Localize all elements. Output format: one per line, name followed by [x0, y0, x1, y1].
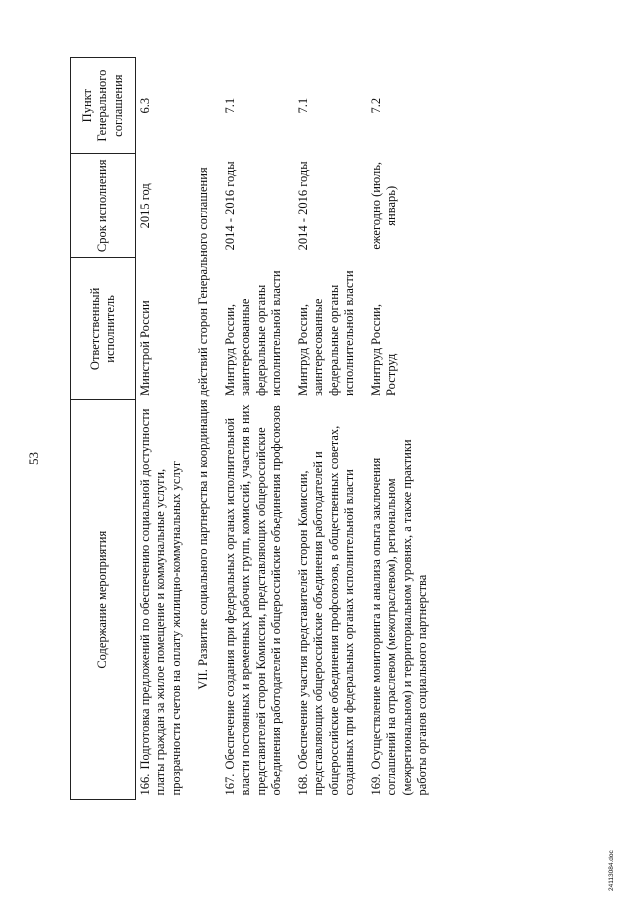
row-term: ежегодно (июль, январь)	[369, 161, 399, 250]
row-content-cell	[294, 400, 367, 800]
row-number: 169.	[369, 773, 383, 796]
table-header-row	[71, 58, 136, 800]
row-number: 168.	[296, 773, 310, 796]
row-content: Обеспечение участия представителей сторон Комиссии, представляющих общероссийские объединения работодателей и общероссийские объединения профсоюзов, в общественных советах, созданных при федеральных органах исполнительной власти	[296, 425, 356, 796]
row-executor: Минтруд России, заинтересованные федеральные органы исполнительной власти	[296, 270, 356, 396]
row-content-cell	[221, 400, 294, 800]
header-content: Содержание мероприятия	[71, 400, 136, 800]
row-executor: Минстрой России	[138, 300, 152, 396]
row-content: Осуществление мониторинга и анализа опыта заключения соглашений на отраслевом (межотраслевом), региональном (межрегиональном) и территориальном уровнях, а также практики работы органов социального партнерства	[369, 439, 429, 796]
row-content: Подготовка предложений по обеспечению социальной доступности платы граждан за жилое помещение и коммунальные услуги, прозрачности счетов на оплату жилищно-коммунальных услуг	[138, 408, 183, 796]
row-content: Обеспечение создания при федеральных органах исполнительной власти постоянных и временных рабочих групп, комиссий, участия в них представителей сторон Комиссии, представляющих общероссийские объединения работодателей и общероссийские объединения профсоюзов	[223, 404, 283, 796]
header-point: Пункт Генерального соглашения	[71, 58, 136, 154]
table-row	[136, 58, 194, 800]
header-executor: Ответственный исполнитель	[71, 258, 136, 400]
measures-table	[70, 57, 440, 800]
row-term: 2014 - 2016 годы	[296, 161, 310, 251]
table-row	[367, 58, 440, 800]
table-row	[294, 58, 367, 800]
document-filename: 24113084.doc	[608, 850, 615, 891]
row-number: 166.	[138, 773, 152, 796]
row-point: 7.2	[369, 97, 383, 114]
row-executor: Минтруд России, заинтересованные федеральные органы исполнительной власти	[223, 270, 283, 396]
table-row	[221, 58, 294, 800]
section-heading-row	[194, 58, 221, 800]
row-number: 167.	[223, 773, 237, 796]
row-point: 7.1	[223, 97, 237, 114]
row-content-cell	[367, 400, 440, 800]
page-number: 53	[26, 452, 41, 465]
row-point: 6.3	[138, 97, 152, 114]
section-heading: VII. Развитие социального партнерства и координация действий сторон Генерального соглашения	[195, 167, 210, 690]
row-content-cell	[136, 400, 194, 800]
row-term: 2015 год	[138, 183, 152, 229]
row-point: 7.1	[296, 97, 310, 114]
row-term: 2014 - 2016 годы	[223, 161, 237, 251]
row-executor: Минтруд России, Роструд	[369, 304, 399, 396]
header-term: Срок исполнения	[71, 154, 136, 258]
